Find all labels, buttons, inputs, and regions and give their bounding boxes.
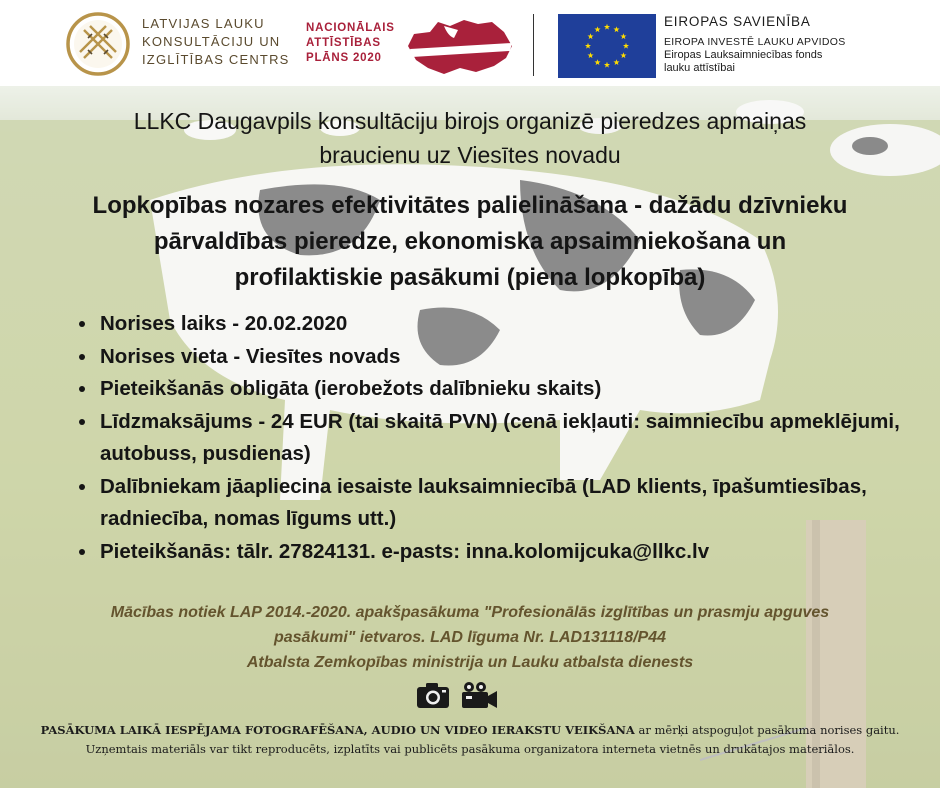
event-detail-contact: • Pieteikšanās: tālr. 27824131. e-pasts: inna.kolomijcuka@llkc.lv xyxy=(98,536,938,569)
event-detail-date: • Norises laiks - 20.02.2020 xyxy=(98,308,938,341)
event-title-line: Lopkopības nozares efektivitātes palielināšana - dažādu dzīvnieku xyxy=(92,192,848,219)
event-detail-fee: • Līdzmaksājums - 24 EUR (tai skaitā PVN) (cenā iekļauti: saimniecību apmeklējumi, autobuss, pusdienas) xyxy=(98,406,938,471)
nap-logo-line: ATTĪSTĪBAS xyxy=(306,37,381,49)
funding-line: pasākumi" ietvaros. LAD līguma Nr. LAD131118/P44 xyxy=(273,629,667,646)
recording-notice-caps: PASĀKUMA LAIKĀ IESPĒJAMA FOTOGRAFĒŠANA, AUDIO UN VIDEO IERAKSTU VEIKŠANA xyxy=(40,723,635,737)
eu-fund-line: Eiropas Lauksaimniecības fonds xyxy=(664,49,823,61)
eu-flag-icon xyxy=(558,14,656,78)
header-divider xyxy=(533,14,534,76)
funding-note xyxy=(30,600,910,675)
funding-line: Mācības notiek LAP 2014.-2020. apakšpasākuma "Profesionālās izglītības un prasmju apguves xyxy=(110,604,830,621)
eu-fund-line: lauku attīstībai xyxy=(664,62,735,74)
llkc-logo-line: LATVIJAS LAUKU xyxy=(142,16,265,31)
event-title-line: profilaktiskie pasākumi (piena lopkopība) xyxy=(234,264,706,291)
event-detail-registration: • Pieteikšanās obligāta (ierobežots dalībnieku skaits) xyxy=(98,373,938,406)
nap-logo-text xyxy=(306,21,406,66)
llkc-emblem-icon xyxy=(66,12,130,76)
funding-line: Atbalsta Zemkopības ministrija un Lauku atbalsta dienests xyxy=(246,654,694,671)
intro-text xyxy=(30,104,910,172)
llkc-logo-line: KONSULTĀCIJU UN xyxy=(142,34,281,49)
latvia-map-icon xyxy=(404,16,516,78)
intro-line: LLKC Daugavpils konsultāciju birojs organizē pieredzes apmaiņas xyxy=(133,108,807,134)
nap-logo-line: PLĀNS 2020 xyxy=(306,52,382,64)
eu-logo-text xyxy=(664,13,924,75)
llkc-logo-line: IZGLĪTĪBAS CENTRS xyxy=(142,52,290,67)
recording-notice xyxy=(40,721,900,759)
event-detail-location: • Norises vieta - Viesītes novads xyxy=(98,341,938,374)
event-title xyxy=(20,188,920,296)
llkc-logo-text xyxy=(142,15,292,69)
intro-line: braucienu uz Viesītes novadu xyxy=(319,142,621,168)
event-detail-eligibility: • Dalībniekam jāapliecina iesaiste lauksaimniecībā (LAD klients, īpašumtiesības, radniecība, nomas līgums utt.) xyxy=(98,471,938,536)
nap-logo-line: NACIONĀLAIS xyxy=(306,22,395,34)
eu-title: EIROPAS SAVIENĪBA xyxy=(664,14,811,29)
camera-icon xyxy=(416,681,450,709)
event-title-line: pārvaldības pieredze, ekonomiska apsaimniekošana un xyxy=(153,228,787,255)
video-camera-icon xyxy=(460,681,498,709)
recording-notice-text: ar mērķi atspoguļot pasākuma norises gaitu. Uzņemtais materiāls var tikt reproducēts, izplatīts vai publicēts pasākuma organizatora interneta vietnēs un drukātajos materiālos. xyxy=(85,723,900,756)
eu-subtitle: EIROPA INVESTĒ LAUKU APVIDOS xyxy=(664,36,846,48)
media-icons xyxy=(416,681,524,711)
event-details-list xyxy=(72,308,938,568)
logo-header xyxy=(0,0,940,86)
